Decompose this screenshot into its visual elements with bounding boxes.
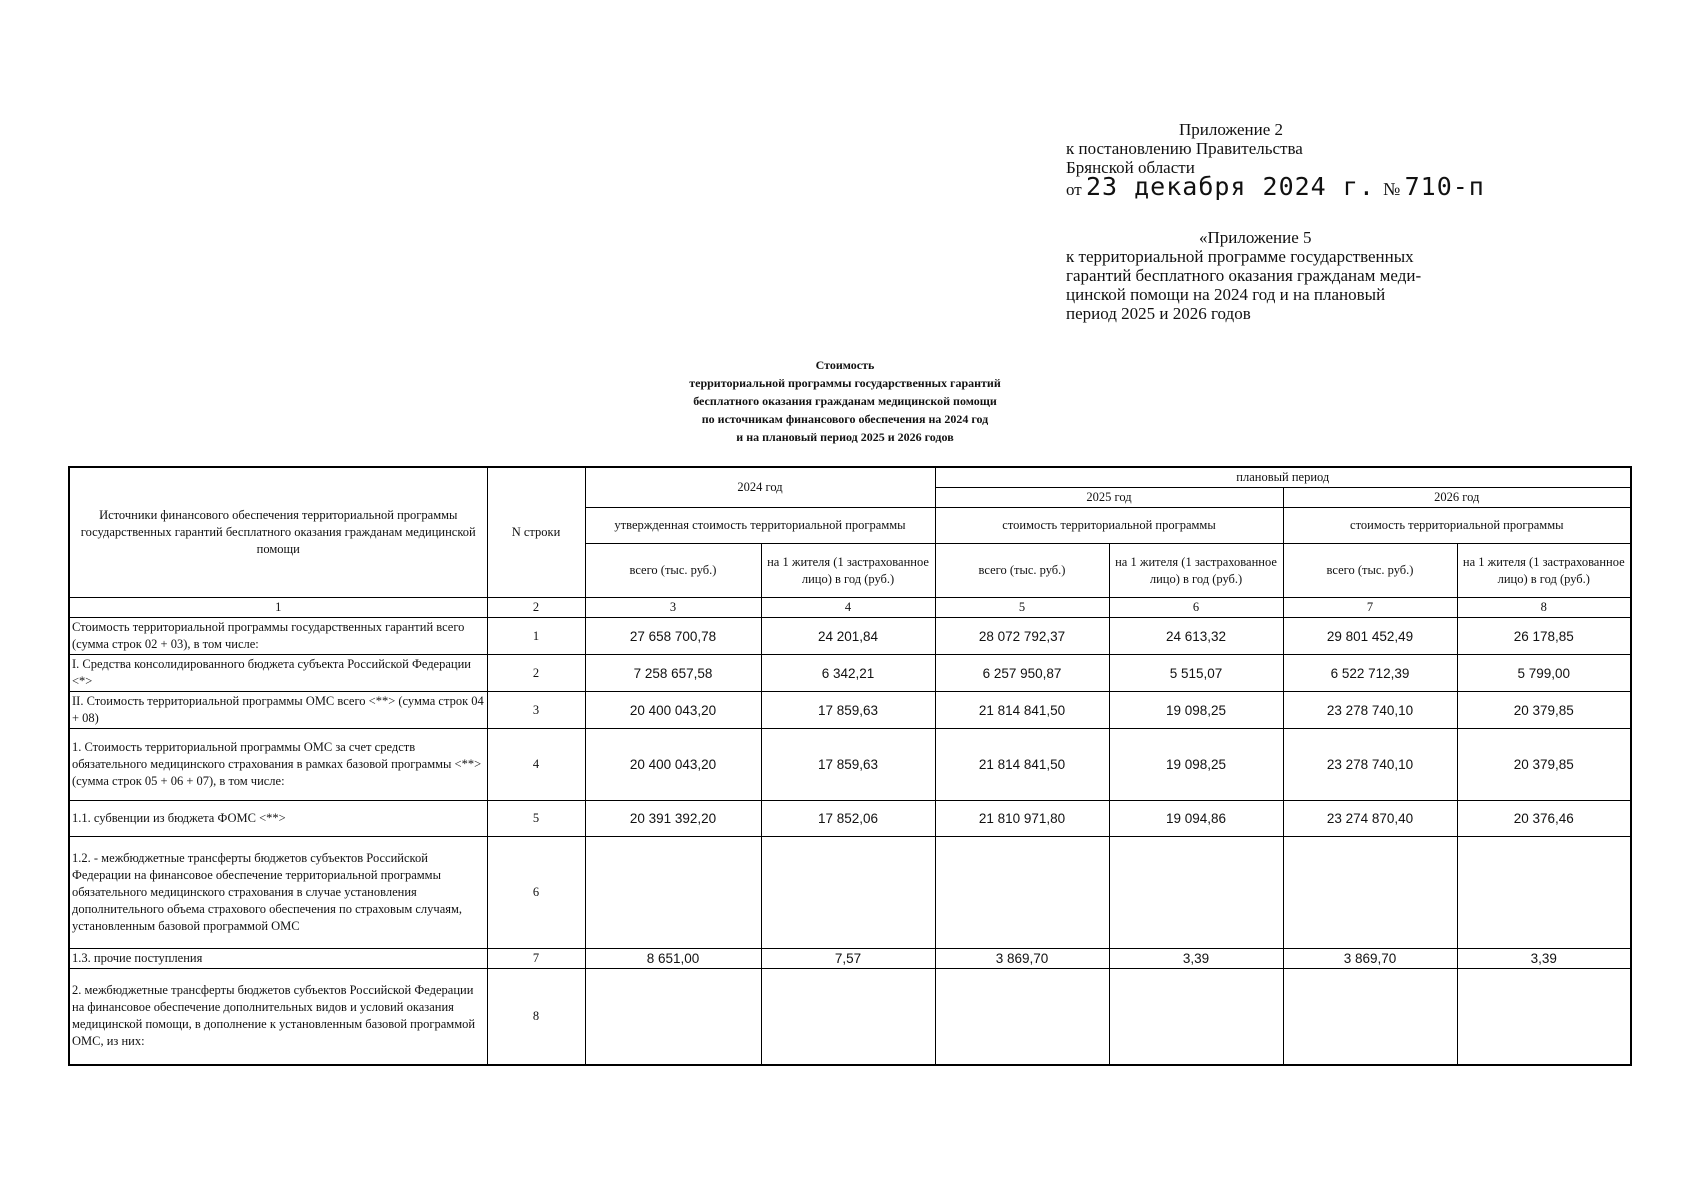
annex-2-title: Приложение 2 xyxy=(1179,120,1283,139)
title-line: и на плановый период 2025 и 2026 годов xyxy=(736,430,954,444)
value-cell xyxy=(585,837,761,949)
value-cell xyxy=(935,969,1109,1065)
cost-2025-header: стоимость территориальной программы xyxy=(935,508,1283,544)
table-row xyxy=(69,801,1631,837)
value-cell: 23 274 870,40 xyxy=(1283,801,1457,837)
value-cell: 7,57 xyxy=(761,949,935,969)
column-numbers-row xyxy=(69,598,1631,618)
value-cell: 8 651,00 xyxy=(585,949,761,969)
year-2026-header: 2026 год xyxy=(1283,488,1631,508)
value-cell xyxy=(761,969,935,1065)
table-row xyxy=(69,949,1631,969)
value-cell: 23 278 740,10 xyxy=(1283,729,1457,801)
row-number: 4 xyxy=(487,729,585,801)
row-number: 6 xyxy=(487,837,585,949)
value-cell: 3,39 xyxy=(1457,949,1631,969)
annex-5-line: к территориальной программе государственных xyxy=(1066,247,1414,266)
value-cell: 7 258 657,58 xyxy=(585,655,761,692)
annex-5-line: период 2025 и 2026 годов xyxy=(1066,304,1251,323)
title-line: территориальной программы государственных гарантий xyxy=(689,376,1001,390)
value-cell xyxy=(761,837,935,949)
date-line xyxy=(1066,172,1566,201)
year-2024-header: 2024 год xyxy=(585,467,935,508)
value-cell: 28 072 792,37 xyxy=(935,618,1109,655)
value-cell xyxy=(1457,969,1631,1065)
column-number: 6 xyxy=(1109,598,1283,618)
value-cell: 24 201,84 xyxy=(761,618,935,655)
annex-5-block xyxy=(1066,228,1516,323)
total-header: всего (тыс. руб.) xyxy=(1283,544,1457,598)
value-cell: 20 400 043,20 xyxy=(585,729,761,801)
planned-period-header: плановый период xyxy=(935,467,1631,488)
annex-5-line: гарантий бесплатного оказания гражданам меди- xyxy=(1066,266,1422,285)
row-number: 5 xyxy=(487,801,585,837)
column-number: 1 xyxy=(69,598,487,618)
column-number: 7 xyxy=(1283,598,1457,618)
value-cell: 19 098,25 xyxy=(1109,729,1283,801)
value-cell: 21 810 971,80 xyxy=(935,801,1109,837)
value-cell: 29 801 452,49 xyxy=(1283,618,1457,655)
source-label: 1.2. - межбюджетные трансферты бюджетов субъектов Российской Федерации на финансовое обеспечение территориальной программы обязательного медицинского страхования в случае установления дополнительного объема страхового обеспечения по страховым случаям, установленным базовой программой ОМС xyxy=(69,837,487,949)
source-label: 2. межбюджетные трансферты бюджетов субъектов Российской Федерации на финансовое обеспечение дополнительных видов и условий оказания медицинской помощи, в дополнение к установленным базовой программой ОМС, из них: xyxy=(69,969,487,1065)
value-cell xyxy=(935,837,1109,949)
date-prefix: от xyxy=(1066,180,1082,199)
table-row xyxy=(69,618,1631,655)
value-cell: 19 094,86 xyxy=(1109,801,1283,837)
row-number-header: N строки xyxy=(487,467,585,598)
value-cell: 24 613,32 xyxy=(1109,618,1283,655)
value-cell: 21 814 841,50 xyxy=(935,692,1109,729)
cost-2026-header: стоимость территориальной программы xyxy=(1283,508,1631,544)
title-line: по источникам финансового обеспечения на 2024 год xyxy=(701,412,989,426)
value-cell: 3 869,70 xyxy=(1283,949,1457,969)
per-capita-header: на 1 жителя (1 застрахованное лицо) в год (руб.) xyxy=(1457,544,1631,598)
value-cell: 6 342,21 xyxy=(761,655,935,692)
value-cell: 17 859,63 xyxy=(761,692,935,729)
row-number: 1 xyxy=(487,618,585,655)
decree-number: 710-п xyxy=(1404,172,1485,201)
approved-cost-header: утвержденная стоимость территориальной программы xyxy=(585,508,935,544)
value-cell: 19 098,25 xyxy=(1109,692,1283,729)
table-row xyxy=(69,692,1631,729)
value-cell xyxy=(1283,969,1457,1065)
value-cell: 6 522 712,39 xyxy=(1283,655,1457,692)
row-number: 3 xyxy=(487,692,585,729)
value-cell: 3,39 xyxy=(1109,949,1283,969)
value-cell: 20 379,85 xyxy=(1457,692,1631,729)
value-cell: 23 278 740,10 xyxy=(1283,692,1457,729)
year-2025-header: 2025 год xyxy=(935,488,1283,508)
row-number: 7 xyxy=(487,949,585,969)
row-number: 2 xyxy=(487,655,585,692)
cost-table xyxy=(68,466,1632,1066)
sources-header: Источники финансового обеспечения территориальной программы государственных гарантий бесплатного оказания гражданам медицинской помощи xyxy=(69,467,487,598)
annex-5-line: цинской помощи на 2024 год и на плановый xyxy=(1066,285,1386,304)
value-cell xyxy=(585,969,761,1065)
table-row xyxy=(69,837,1631,949)
value-cell: 17 852,06 xyxy=(761,801,935,837)
value-cell xyxy=(1283,837,1457,949)
total-header: всего (тыс. руб.) xyxy=(935,544,1109,598)
column-number: 3 xyxy=(585,598,761,618)
source-label: 1. Стоимость территориальной программы ОМС за счет средств обязательного медицинского страхования в рамках базовой программы <**> (сумма строк 05 + 06 + 07), в том числе: xyxy=(69,729,487,801)
column-number: 5 xyxy=(935,598,1109,618)
column-number: 8 xyxy=(1457,598,1631,618)
value-cell: 20 391 392,20 xyxy=(585,801,761,837)
value-cell xyxy=(1109,837,1283,949)
value-cell: 5 799,00 xyxy=(1457,655,1631,692)
per-capita-header: на 1 жителя (1 застрахованное лицо) в год (руб.) xyxy=(761,544,935,598)
table-row xyxy=(69,969,1631,1065)
source-label: 1.1. субвенции из бюджета ФОМС <**> xyxy=(69,801,487,837)
annex-5-title: «Приложение 5 xyxy=(1199,228,1312,247)
number-sign: № xyxy=(1383,179,1401,199)
value-cell: 20 376,46 xyxy=(1457,801,1631,837)
table-row xyxy=(69,655,1631,692)
value-cell: 17 859,63 xyxy=(761,729,935,801)
value-cell: 5 515,07 xyxy=(1109,655,1283,692)
row-number: 8 xyxy=(487,969,585,1065)
document-title xyxy=(600,356,1090,446)
source-label: I. Средства консолидированного бюджета субъекта Российской Федерации <*> xyxy=(69,655,487,692)
source-label: 1.3. прочие поступления xyxy=(69,949,487,969)
value-cell: 26 178,85 xyxy=(1457,618,1631,655)
per-capita-header: на 1 жителя (1 застрахованное лицо) в год (руб.) xyxy=(1109,544,1283,598)
title-line: бесплатного оказания гражданам медицинской помощи xyxy=(693,394,997,408)
decree-header xyxy=(1066,120,1566,199)
title-line: Стоимость xyxy=(815,358,875,372)
value-cell: 20 379,85 xyxy=(1457,729,1631,801)
column-number: 4 xyxy=(761,598,935,618)
total-header: всего (тыс. руб.) xyxy=(585,544,761,598)
source-label: II. Стоимость территориальной программы ОМС всего <**> (сумма строк 04 + 08) xyxy=(69,692,487,729)
value-cell: 6 257 950,87 xyxy=(935,655,1109,692)
decree-line: к постановлению Правительства xyxy=(1066,139,1303,158)
value-cell: 27 658 700,78 xyxy=(585,618,761,655)
value-cell xyxy=(1457,837,1631,949)
region-line: Брянской области xyxy=(1066,158,1195,177)
decree-date: 23 декабря 2024 г. xyxy=(1085,172,1375,201)
table-row xyxy=(69,729,1631,801)
source-label: Стоимость территориальной программы государственных гарантий всего (сумма строк 02 + 03), в том числе: xyxy=(69,618,487,655)
value-cell: 21 814 841,50 xyxy=(935,729,1109,801)
value-cell: 20 400 043,20 xyxy=(585,692,761,729)
column-number: 2 xyxy=(487,598,585,618)
value-cell xyxy=(1109,969,1283,1065)
value-cell: 3 869,70 xyxy=(935,949,1109,969)
